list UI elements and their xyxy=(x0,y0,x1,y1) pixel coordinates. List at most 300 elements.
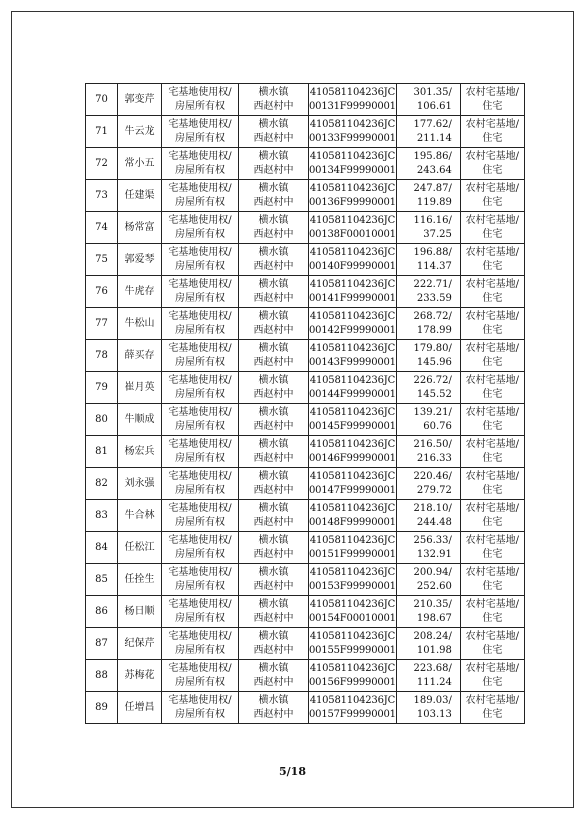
table-row xyxy=(86,148,525,180)
location-text: 西赵村中 xyxy=(253,548,294,560)
unit-code-text: 00133F99990001 xyxy=(309,132,396,144)
usage-text: 住宅 xyxy=(482,292,503,304)
usage-text: 农村宅基地/ xyxy=(465,566,520,578)
location-cell xyxy=(239,692,309,724)
usage-text: 住宅 xyxy=(482,164,503,176)
row-number-text: 74 xyxy=(95,221,108,233)
unit-code-text: 410581104236JC xyxy=(309,214,396,226)
location-text: 横水镇 xyxy=(258,694,289,706)
area-text: 60.76 xyxy=(423,420,452,432)
row-number-cell xyxy=(86,212,118,244)
location-text: 横水镇 xyxy=(258,630,289,642)
usage-cell xyxy=(460,340,524,372)
area-text: 256.33/ xyxy=(413,534,452,546)
owner-name-text: 牛顺成 xyxy=(124,413,155,425)
owner-name-text: 郭变芹 xyxy=(124,93,155,105)
row-number-text: 77 xyxy=(95,317,108,329)
location-text: 西赵村中 xyxy=(253,100,294,112)
table-row xyxy=(86,564,525,596)
row-number-cell xyxy=(86,116,118,148)
area-text: 139.21/ xyxy=(413,406,452,418)
usage-text: 农村宅基地/ xyxy=(465,278,520,290)
unit-code-text: 00141F99990001 xyxy=(309,292,396,304)
table-row xyxy=(86,500,525,532)
area-cell xyxy=(396,340,460,372)
location-cell xyxy=(239,596,309,628)
owner-name-cell xyxy=(118,532,162,564)
right-type-text: 房屋所有权 xyxy=(175,644,225,656)
right-type-cell xyxy=(162,308,239,340)
owner-name-text: 纪保芹 xyxy=(124,637,155,649)
row-number-cell xyxy=(86,308,118,340)
usage-cell xyxy=(460,404,524,436)
usage-text: 住宅 xyxy=(482,644,503,656)
right-type-text: 房屋所有权 xyxy=(175,484,225,496)
row-number-text: 79 xyxy=(95,381,108,393)
table-row xyxy=(86,468,525,500)
right-type-text: 房屋所有权 xyxy=(175,612,225,624)
usage-text: 住宅 xyxy=(482,676,503,688)
usage-text: 农村宅基地/ xyxy=(465,438,520,450)
location-cell xyxy=(239,468,309,500)
unit-code-text: 410581104236JC xyxy=(309,630,396,642)
unit-code-text: 00156F99990001 xyxy=(309,676,396,688)
right-type-text: 宅基地使用权/ xyxy=(168,182,232,194)
usage-cell xyxy=(460,468,524,500)
row-number-cell xyxy=(86,340,118,372)
right-type-cell xyxy=(162,148,239,180)
right-type-cell xyxy=(162,596,239,628)
usage-text: 住宅 xyxy=(482,612,503,624)
unit-code-text: 00157F99990001 xyxy=(309,708,396,720)
unit-code-cell xyxy=(309,340,397,372)
right-type-text: 房屋所有权 xyxy=(175,164,225,176)
location-text: 西赵村中 xyxy=(253,644,294,656)
location-cell xyxy=(239,660,309,692)
usage-text: 住宅 xyxy=(482,356,503,368)
usage-text: 住宅 xyxy=(482,420,503,432)
area-text: 37.25 xyxy=(423,228,452,240)
usage-text: 住宅 xyxy=(482,484,503,496)
area-text: 216.33 xyxy=(416,452,452,464)
usage-cell xyxy=(460,148,524,180)
location-cell xyxy=(239,308,309,340)
right-type-cell xyxy=(162,404,239,436)
page-number: 5/18 xyxy=(279,765,306,778)
area-cell xyxy=(396,532,460,564)
area-text: 222.71/ xyxy=(413,278,452,290)
table-row xyxy=(86,276,525,308)
unit-code-text: 410581104236JC xyxy=(309,502,396,514)
unit-code-text: 00134F99990001 xyxy=(309,164,396,176)
right-type-cell xyxy=(162,628,239,660)
owner-name-cell xyxy=(118,564,162,596)
location-text: 横水镇 xyxy=(258,182,289,194)
right-type-text: 宅基地使用权/ xyxy=(168,214,232,226)
location-text: 西赵村中 xyxy=(253,324,294,336)
unit-code-text: 410581104236JC xyxy=(309,662,396,674)
unit-code-cell xyxy=(309,692,397,724)
right-type-text: 宅基地使用权/ xyxy=(168,246,232,258)
right-type-cell xyxy=(162,660,239,692)
owner-name-cell xyxy=(118,308,162,340)
area-cell xyxy=(396,212,460,244)
owner-name-text: 刘永强 xyxy=(124,477,155,489)
usage-text: 住宅 xyxy=(482,548,503,560)
owner-name-text: 牛松山 xyxy=(124,317,155,329)
location-text: 横水镇 xyxy=(258,438,289,450)
usage-text: 住宅 xyxy=(482,452,503,464)
usage-cell xyxy=(460,628,524,660)
location-text: 西赵村中 xyxy=(253,388,294,400)
usage-cell xyxy=(460,308,524,340)
area-text: 268.72/ xyxy=(413,310,452,322)
area-cell xyxy=(396,596,460,628)
row-number-cell xyxy=(86,468,118,500)
unit-code-text: 410581104236JC xyxy=(309,182,396,194)
table-row xyxy=(86,436,525,468)
right-type-text: 房屋所有权 xyxy=(175,676,225,688)
unit-code-cell xyxy=(309,564,397,596)
table-row xyxy=(86,212,525,244)
unit-code-text: 00148F99990001 xyxy=(309,516,396,528)
table-row xyxy=(86,692,525,724)
usage-cell xyxy=(460,596,524,628)
right-type-text: 宅基地使用权/ xyxy=(168,438,232,450)
right-type-text: 宅基地使用权/ xyxy=(168,310,232,322)
owner-name-cell xyxy=(118,116,162,148)
usage-text: 农村宅基地/ xyxy=(465,598,520,610)
row-number-cell xyxy=(86,564,118,596)
row-number-text: 75 xyxy=(95,253,108,265)
location-text: 横水镇 xyxy=(258,118,289,130)
usage-text: 住宅 xyxy=(482,708,503,720)
location-cell xyxy=(239,532,309,564)
right-type-cell xyxy=(162,436,239,468)
owner-name-cell xyxy=(118,692,162,724)
right-type-text: 宅基地使用权/ xyxy=(168,694,232,706)
right-type-text: 房屋所有权 xyxy=(175,100,225,112)
area-text: 200.94/ xyxy=(413,566,452,578)
owner-name-text: 牛云龙 xyxy=(124,125,155,137)
location-text: 西赵村中 xyxy=(253,516,294,528)
owner-name-text: 常小五 xyxy=(124,157,155,169)
location-text: 横水镇 xyxy=(258,374,289,386)
right-type-cell xyxy=(162,372,239,404)
area-text: 132.91 xyxy=(416,548,452,560)
unit-code-cell xyxy=(309,500,397,532)
location-text: 西赵村中 xyxy=(253,196,294,208)
row-number-cell xyxy=(86,244,118,276)
location-text: 西赵村中 xyxy=(253,452,294,464)
unit-code-text: 410581104236JC xyxy=(309,246,396,258)
area-text: 210.35/ xyxy=(413,598,452,610)
right-type-text: 房屋所有权 xyxy=(175,388,225,400)
usage-text: 农村宅基地/ xyxy=(465,662,520,674)
usage-text: 住宅 xyxy=(482,260,503,272)
row-number-cell xyxy=(86,180,118,212)
location-cell xyxy=(239,564,309,596)
unit-code-cell xyxy=(309,436,397,468)
unit-code-text: 410581104236JC xyxy=(309,438,396,450)
right-type-text: 房屋所有权 xyxy=(175,132,225,144)
row-number-cell xyxy=(86,148,118,180)
row-number-cell xyxy=(86,532,118,564)
right-type-text: 宅基地使用权/ xyxy=(168,406,232,418)
row-number-text: 89 xyxy=(95,701,108,713)
owner-name-cell xyxy=(118,180,162,212)
unit-code-text: 410581104236JC xyxy=(309,598,396,610)
usage-cell xyxy=(460,436,524,468)
area-cell xyxy=(396,468,460,500)
owner-name-cell xyxy=(118,500,162,532)
table-body xyxy=(86,84,525,724)
area-text: 106.61 xyxy=(416,100,452,112)
row-number-text: 78 xyxy=(95,349,108,361)
usage-cell xyxy=(460,660,524,692)
area-cell xyxy=(396,148,460,180)
right-type-text: 宅基地使用权/ xyxy=(168,150,232,162)
row-number-cell xyxy=(86,628,118,660)
usage-text: 农村宅基地/ xyxy=(465,374,520,386)
area-text: 218.10/ xyxy=(413,502,452,514)
owner-name-cell xyxy=(118,340,162,372)
area-text: 244.48 xyxy=(416,516,452,528)
unit-code-text: 410581104236JC xyxy=(309,694,396,706)
location-text: 横水镇 xyxy=(258,310,289,322)
area-text: 178.99 xyxy=(416,324,452,336)
area-cell xyxy=(396,244,460,276)
area-text: 226.72/ xyxy=(413,374,452,386)
right-type-text: 房屋所有权 xyxy=(175,420,225,432)
location-text: 横水镇 xyxy=(258,278,289,290)
area-text: 177.62/ xyxy=(413,118,452,130)
row-number-text: 85 xyxy=(95,573,108,585)
unit-code-cell xyxy=(309,180,397,212)
location-cell xyxy=(239,244,309,276)
usage-text: 住宅 xyxy=(482,228,503,240)
location-cell xyxy=(239,116,309,148)
owner-name-cell xyxy=(118,436,162,468)
row-number-text: 88 xyxy=(95,669,108,681)
right-type-text: 宅基地使用权/ xyxy=(168,598,232,610)
unit-code-text: 00153F99990001 xyxy=(309,580,396,592)
right-type-text: 房屋所有权 xyxy=(175,516,225,528)
row-number-cell xyxy=(86,436,118,468)
row-number-cell xyxy=(86,692,118,724)
table-row xyxy=(86,372,525,404)
right-type-text: 宅基地使用权/ xyxy=(168,118,232,130)
owner-name-cell xyxy=(118,84,162,116)
usage-text: 住宅 xyxy=(482,196,503,208)
location-text: 西赵村中 xyxy=(253,612,294,624)
location-cell xyxy=(239,180,309,212)
area-text: 116.16/ xyxy=(413,214,452,226)
area-text: 208.24/ xyxy=(413,630,452,642)
unit-code-text: 410581104236JC xyxy=(309,150,396,162)
usage-text: 住宅 xyxy=(482,100,503,112)
owner-name-text: 杨日顺 xyxy=(124,605,155,617)
table-row xyxy=(86,180,525,212)
area-cell xyxy=(396,628,460,660)
area-cell xyxy=(396,308,460,340)
owner-name-text: 薛买存 xyxy=(124,349,155,361)
unit-code-cell xyxy=(309,404,397,436)
owner-name-text: 杨宏兵 xyxy=(124,445,155,457)
right-type-text: 房屋所有权 xyxy=(175,580,225,592)
location-text: 横水镇 xyxy=(258,86,289,98)
owner-name-text: 牛合林 xyxy=(124,509,155,521)
usage-text: 农村宅基地/ xyxy=(465,534,520,546)
location-text: 横水镇 xyxy=(258,662,289,674)
right-type-text: 宅基地使用权/ xyxy=(168,86,232,98)
location-text: 横水镇 xyxy=(258,342,289,354)
usage-cell xyxy=(460,116,524,148)
area-text: 252.60 xyxy=(416,580,452,592)
location-text: 西赵村中 xyxy=(253,260,294,272)
area-cell xyxy=(396,564,460,596)
unit-code-cell xyxy=(309,276,397,308)
area-text: 301.35/ xyxy=(413,86,452,98)
row-number-text: 70 xyxy=(95,93,108,105)
right-type-cell xyxy=(162,468,239,500)
unit-code-cell xyxy=(309,468,397,500)
area-text: 243.64 xyxy=(416,164,452,176)
unit-code-text: 410581104236JC xyxy=(309,406,396,418)
table-row xyxy=(86,244,525,276)
unit-code-cell xyxy=(309,84,397,116)
unit-code-text: 00154F00010001 xyxy=(309,612,396,624)
area-text: 145.96 xyxy=(416,356,452,368)
right-type-text: 房屋所有权 xyxy=(175,356,225,368)
unit-code-text: 410581104236JC xyxy=(309,470,396,482)
right-type-text: 宅基地使用权/ xyxy=(168,470,232,482)
unit-code-text: 410581104236JC xyxy=(309,310,396,322)
owner-name-cell xyxy=(118,596,162,628)
table-row xyxy=(86,116,525,148)
right-type-text: 宅基地使用权/ xyxy=(168,534,232,546)
owner-name-cell xyxy=(118,244,162,276)
unit-code-cell xyxy=(309,596,397,628)
row-number-text: 73 xyxy=(95,189,108,201)
area-cell xyxy=(396,372,460,404)
row-number-cell xyxy=(86,500,118,532)
row-number-text: 87 xyxy=(95,637,108,649)
unit-code-text: 00143F99990001 xyxy=(309,356,396,368)
owner-name-cell xyxy=(118,404,162,436)
unit-code-text: 410581104236JC xyxy=(309,534,396,546)
owner-name-text: 牛虎存 xyxy=(124,285,155,297)
row-number-cell xyxy=(86,372,118,404)
right-type-text: 房屋所有权 xyxy=(175,548,225,560)
location-cell xyxy=(239,148,309,180)
table-row xyxy=(86,340,525,372)
location-cell xyxy=(239,436,309,468)
right-type-cell xyxy=(162,84,239,116)
location-text: 西赵村中 xyxy=(253,164,294,176)
usage-text: 农村宅基地/ xyxy=(465,182,520,194)
unit-code-text: 410581104236JC xyxy=(309,86,396,98)
usage-text: 农村宅基地/ xyxy=(465,86,520,98)
location-text: 西赵村中 xyxy=(253,132,294,144)
owner-name-cell xyxy=(118,276,162,308)
location-text: 西赵村中 xyxy=(253,580,294,592)
area-text: 101.98 xyxy=(416,644,452,656)
right-type-cell xyxy=(162,692,239,724)
location-text: 西赵村中 xyxy=(253,292,294,304)
unit-code-text: 410581104236JC xyxy=(309,278,396,290)
area-text: 247.87/ xyxy=(413,182,452,194)
table-row xyxy=(86,84,525,116)
area-text: 279.72 xyxy=(416,484,452,496)
location-text: 横水镇 xyxy=(258,246,289,258)
area-text: 223.68/ xyxy=(413,662,452,674)
usage-text: 住宅 xyxy=(482,324,503,336)
usage-cell xyxy=(460,564,524,596)
owner-name-cell xyxy=(118,372,162,404)
area-cell xyxy=(396,276,460,308)
area-text: 119.89 xyxy=(416,196,452,208)
row-number-text: 76 xyxy=(95,285,108,297)
right-type-text: 房屋所有权 xyxy=(175,260,225,272)
area-text: 114.37 xyxy=(416,260,452,272)
location-cell xyxy=(239,628,309,660)
table-row xyxy=(86,532,525,564)
row-number-text: 71 xyxy=(95,125,108,137)
right-type-cell xyxy=(162,276,239,308)
right-type-cell xyxy=(162,340,239,372)
registration-table xyxy=(85,83,525,724)
row-number-cell xyxy=(86,660,118,692)
owner-name-text: 任拴生 xyxy=(124,573,155,585)
unit-code-text: 00140F99990001 xyxy=(309,260,396,272)
unit-code-cell xyxy=(309,532,397,564)
area-cell xyxy=(396,84,460,116)
unit-code-text: 00131F99990001 xyxy=(309,100,396,112)
unit-code-cell xyxy=(309,116,397,148)
usage-cell xyxy=(460,180,524,212)
row-number-cell xyxy=(86,404,118,436)
usage-cell xyxy=(460,692,524,724)
area-text: 216.50/ xyxy=(413,438,452,450)
area-text: 220.46/ xyxy=(413,470,452,482)
usage-cell xyxy=(460,212,524,244)
right-type-text: 房屋所有权 xyxy=(175,324,225,336)
location-cell xyxy=(239,212,309,244)
row-number-cell xyxy=(86,276,118,308)
location-text: 横水镇 xyxy=(258,502,289,514)
right-type-text: 宅基地使用权/ xyxy=(168,630,232,642)
unit-code-text: 410581104236JC xyxy=(309,118,396,130)
usage-text: 农村宅基地/ xyxy=(465,630,520,642)
owner-name-cell xyxy=(118,212,162,244)
usage-text: 农村宅基地/ xyxy=(465,502,520,514)
unit-code-text: 410581104236JC xyxy=(309,342,396,354)
row-number-text: 83 xyxy=(95,509,108,521)
location-text: 横水镇 xyxy=(258,214,289,226)
right-type-text: 房屋所有权 xyxy=(175,292,225,304)
owner-name-text: 任建渠 xyxy=(124,189,155,201)
location-cell xyxy=(239,340,309,372)
document-page xyxy=(11,11,574,808)
area-text: 196.88/ xyxy=(413,246,452,258)
unit-code-cell xyxy=(309,628,397,660)
usage-text: 农村宅基地/ xyxy=(465,118,520,130)
unit-code-cell xyxy=(309,244,397,276)
table-row xyxy=(86,308,525,340)
row-number-text: 72 xyxy=(95,157,108,169)
right-type-text: 宅基地使用权/ xyxy=(168,662,232,674)
